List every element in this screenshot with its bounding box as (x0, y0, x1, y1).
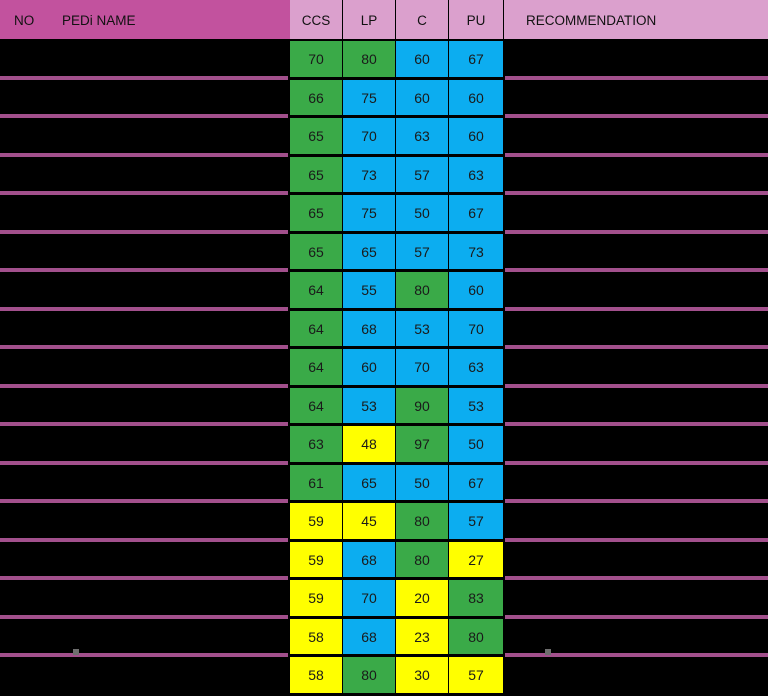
cell-ccs: 64 (290, 311, 342, 346)
cell-lp: 65 (343, 465, 395, 500)
header-no: NO (0, 0, 290, 39)
cell-ccs: 65 (290, 157, 342, 192)
header-lp: LP (343, 0, 395, 39)
cell-ccs: 65 (290, 195, 342, 231)
cell-pu: 57 (449, 503, 503, 539)
cell-c: 53 (396, 311, 448, 346)
table-row (0, 311, 768, 346)
cell-c: 60 (396, 41, 448, 77)
cell-c: 80 (396, 542, 448, 577)
cell-pu: 50 (449, 426, 503, 462)
cell-lp: 45 (343, 503, 395, 539)
cell-ccs: 61 (290, 465, 342, 500)
cell-lp: 65 (343, 234, 395, 269)
cell-pu: 63 (449, 157, 503, 192)
cell-pu: 67 (449, 195, 503, 231)
table-row (0, 41, 768, 77)
cell-ccs: 63 (290, 426, 342, 462)
cell-lp: 53 (343, 388, 395, 423)
cell-c: 80 (396, 272, 448, 308)
header-c: C (396, 0, 448, 39)
cell-c: 57 (396, 234, 448, 269)
cell-ccs: 58 (290, 619, 342, 654)
cell-c: 30 (396, 657, 448, 693)
table-row (0, 234, 768, 269)
cell-ccs: 70 (290, 41, 342, 77)
cell-ccs: 59 (290, 503, 342, 539)
header-pedi-name: PEDi NAME (62, 13, 136, 28)
table-row (0, 542, 768, 577)
cell-lp: 70 (343, 580, 395, 616)
table-row (0, 619, 768, 654)
table-row (0, 657, 768, 693)
cell-pu: 60 (449, 118, 503, 154)
cell-pu: 57 (449, 657, 503, 693)
table-row (0, 465, 768, 500)
table-header (0, 0, 768, 39)
header-pu: PU (449, 0, 503, 39)
table-row (0, 272, 768, 308)
header-ccs: CCS (290, 0, 342, 39)
cell-c: 97 (396, 426, 448, 462)
cell-c: 90 (396, 388, 448, 423)
cell-pu: 83 (449, 580, 503, 616)
cell-pu: 53 (449, 388, 503, 423)
cell-pu: 80 (449, 619, 503, 654)
cell-c: 50 (396, 465, 448, 500)
cell-lp: 68 (343, 311, 395, 346)
table-row (0, 118, 768, 154)
cell-lp: 73 (343, 157, 395, 192)
cell-lp: 70 (343, 118, 395, 154)
table-row (0, 388, 768, 423)
cell-lp: 60 (343, 349, 395, 385)
cell-pu: 27 (449, 542, 503, 577)
cell-c: 70 (396, 349, 448, 385)
cell-ccs: 59 (290, 542, 342, 577)
cell-lp: 68 (343, 619, 395, 654)
cell-ccs: 64 (290, 272, 342, 308)
cell-pu: 70 (449, 311, 503, 346)
cell-pu: 63 (449, 349, 503, 385)
cell-pu: 60 (449, 272, 503, 308)
table-row (0, 503, 768, 539)
cell-lp: 68 (343, 542, 395, 577)
table-row (0, 349, 768, 385)
cell-ccs: 66 (290, 80, 342, 115)
cell-ccs: 58 (290, 657, 342, 693)
cell-ccs: 64 (290, 349, 342, 385)
marker-right (545, 649, 551, 655)
cell-pu: 67 (449, 465, 503, 500)
cell-c: 60 (396, 80, 448, 115)
table-row (0, 195, 768, 231)
cell-lp: 80 (343, 41, 395, 77)
cell-ccs: 64 (290, 388, 342, 423)
table-row (0, 426, 768, 462)
cell-ccs: 59 (290, 580, 342, 616)
cell-lp: 48 (343, 426, 395, 462)
cell-lp: 75 (343, 80, 395, 115)
header-recommendation: RECOMMENDATION (504, 0, 768, 39)
table-row (0, 80, 768, 115)
cell-lp: 75 (343, 195, 395, 231)
table-row (0, 157, 768, 192)
cell-c: 20 (396, 580, 448, 616)
table-row (0, 580, 768, 616)
cell-c: 23 (396, 619, 448, 654)
cell-lp: 55 (343, 272, 395, 308)
cell-c: 57 (396, 157, 448, 192)
cell-ccs: 65 (290, 118, 342, 154)
cell-ccs: 65 (290, 234, 342, 269)
cell-pu: 73 (449, 234, 503, 269)
cell-c: 80 (396, 503, 448, 539)
cell-pu: 67 (449, 41, 503, 77)
cell-lp: 80 (343, 657, 395, 693)
cell-pu: 60 (449, 80, 503, 115)
cell-c: 63 (396, 118, 448, 154)
cell-c: 50 (396, 195, 448, 231)
marker-left (73, 649, 79, 655)
